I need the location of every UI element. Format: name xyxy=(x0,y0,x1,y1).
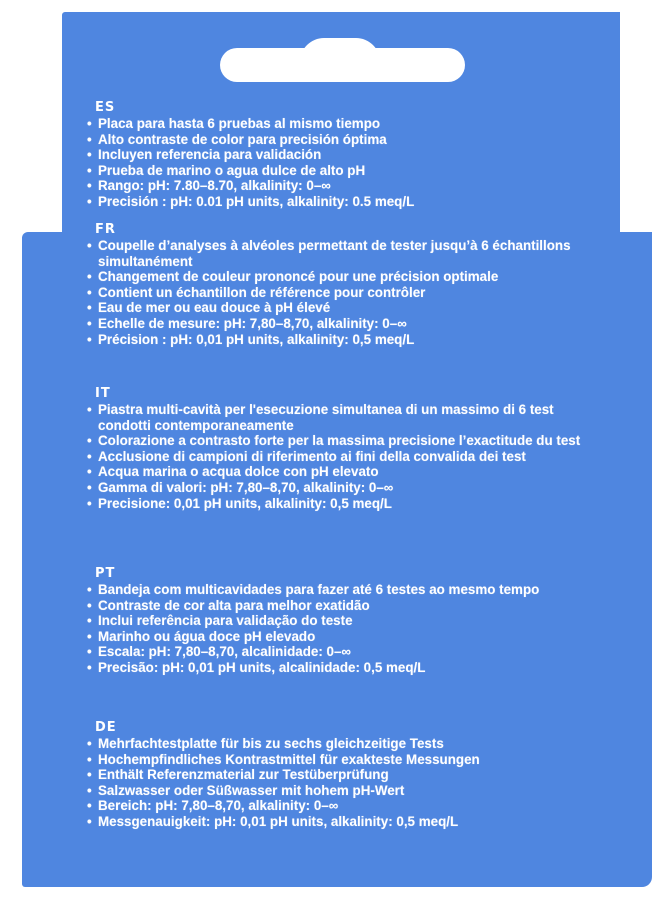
list-item: • Rango: pH: 7.80–8.70, alkalinity: 0–∞ xyxy=(86,178,606,194)
list-item: • Bereich: pH: 7,80–8,70, alkalinity: 0–∞ xyxy=(86,798,606,814)
list-item: • Inclui referência para validação do teste xyxy=(86,613,606,629)
list-item: • Piastra multi-cavità per l'esecuzione simultanea di un massimo di 6 test condotti contemporaneamente xyxy=(86,402,606,433)
list-item: • Escala: pH: 7,80–8,70, alcalinidade: 0–∞ xyxy=(86,644,606,660)
lang-code-es: ES xyxy=(95,100,116,115)
section-es xyxy=(86,100,606,210)
list-item: • Placa para hasta 6 pruebas al mismo tiempo xyxy=(86,116,606,132)
section-de xyxy=(86,720,606,830)
lang-code-pt: PT xyxy=(95,566,116,581)
list-item: • Mehrfachtestplatte für bis zu sechs gleichzeitige Tests xyxy=(86,736,606,752)
list-item: • Colorazione a contrasto forte per la massima precisione l’exactitude du test xyxy=(86,433,606,449)
list-item: • Precisión : pH: 0.01 pH units, alkalinity: 0.5 meq/L xyxy=(86,194,606,210)
list-item: • Hochempfindliches Kontrastmittel für exakteste Messungen xyxy=(86,752,606,768)
list-item: • Incluyen referencia para validación xyxy=(86,147,606,163)
list-item: • Changement de couleur prononcé pour une précision optimale xyxy=(86,269,606,285)
list-item: • Alto contraste de color para precisión óptima xyxy=(86,132,606,148)
feature-list-de xyxy=(86,736,606,830)
list-item: • Salzwasser oder Süßwasser mit hohem pH-Wert xyxy=(86,783,606,799)
feature-list-pt xyxy=(86,582,606,676)
list-item: • Précision : pH: 0,01 pH units, alkalinity: 0,5 meq/L xyxy=(86,332,606,348)
list-item: • Echelle de mesure: pH: 7,80–8,70, alkalinity: 0–∞ xyxy=(86,316,606,332)
lang-code-fr: FR xyxy=(95,222,116,237)
section-pt xyxy=(86,566,606,676)
list-item: • Acclusione di campioni di riferimento ai fini della convalida dei test xyxy=(86,449,606,465)
list-item: • Marinho ou água doce pH elevado xyxy=(86,629,606,645)
feature-list-es xyxy=(86,116,606,210)
list-item: • Precisione: 0,01 pH units, alkalinity: 0,5 meq/L xyxy=(86,496,606,512)
list-item: • Gamma di valori: pH: 7,80–8,70, alkalinity: 0–∞ xyxy=(86,480,606,496)
list-item: • Precisão: pH: 0,01 pH units, alcalinidade: 0,5 meq/L xyxy=(86,660,606,676)
list-item: • Bandeja com multicavidades para fazer até 6 testes ao mesmo tempo xyxy=(86,582,606,598)
list-item: • Coupelle d’analyses à alvéoles permettant de tester jusqu’à 6 échantillons simultanément xyxy=(86,238,606,269)
section-fr xyxy=(86,222,606,347)
list-item: • Eau de mer ou eau douce à pH élevé xyxy=(86,300,606,316)
feature-list-fr xyxy=(86,238,606,347)
list-item: • Contraste de cor alta para melhor exatidão xyxy=(86,598,606,614)
lang-code-it: IT xyxy=(95,386,111,401)
list-item: • Prueba de marino o agua dulce de alto pH xyxy=(86,163,606,179)
list-item: • Acqua marina o acqua dolce con pH elevato xyxy=(86,464,606,480)
list-item: • Enthält Referenzmaterial zur Testüberprüfung xyxy=(86,767,606,783)
list-item: • Messgenauigkeit: pH: 0,01 pH units, alkalinity: 0,5 meq/L xyxy=(86,814,606,830)
list-item: • Contient un échantillon de référence pour contrôler xyxy=(86,285,606,301)
section-it xyxy=(86,386,606,511)
feature-list-it xyxy=(86,402,606,511)
lang-code-de: DE xyxy=(95,720,117,735)
